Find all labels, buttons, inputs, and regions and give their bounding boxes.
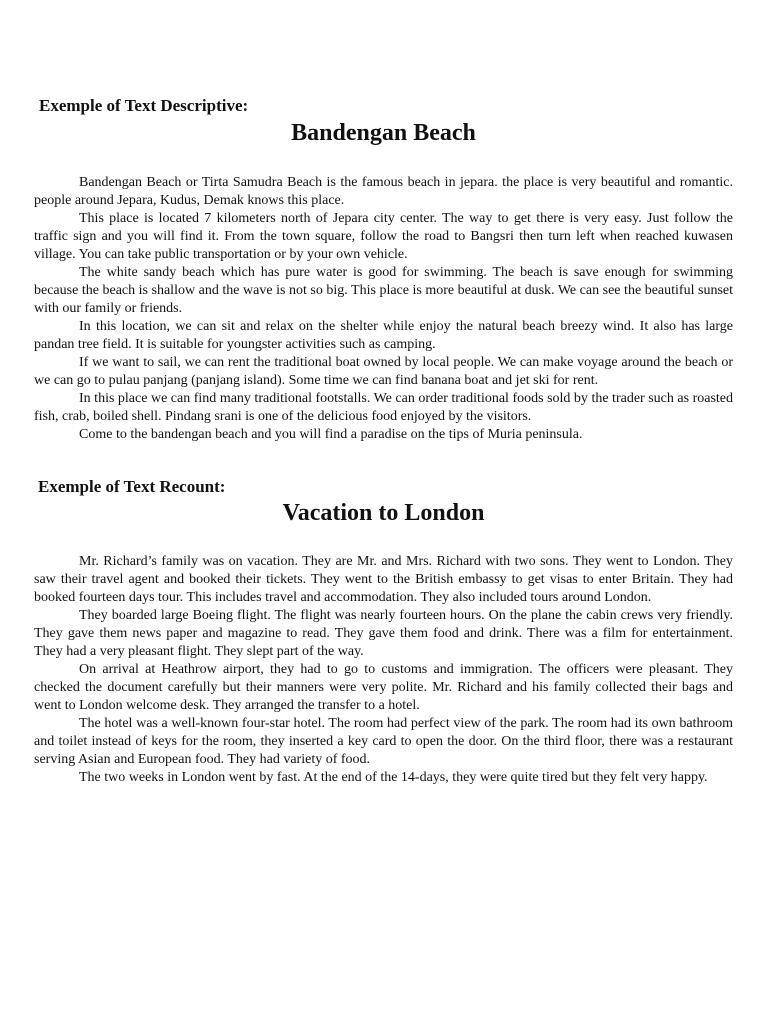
paragraph: The hotel was a well-known four-star hotel. The room had perfect view of the park. The room had its own bathroom and toilet instead of keys for the room, they inserted a key card to open the door. On the third floor, there was a restaurant serving Asian and European food. They had variety of food. (34, 716, 733, 767)
paragraph: If we want to sail, we can rent the traditional boat owned by local people. We can make voyage around the beach or we can go to pulau panjang (panjang island). Some time we can find banana boat and jet ski for rent. (34, 355, 733, 388)
paragraph: Bandengan Beach or Tirta Samudra Beach is the famous beach in jepara. the place is very beautiful and romantic. people around Jepara, Kudus, Demak knows this place. (34, 175, 733, 208)
descriptive-text-section (34, 95, 733, 444)
recount-text-section (34, 476, 733, 787)
paragraph: This place is located 7 kilometers north of Jepara city center. The way to get there is very easy. Just follow the traffic sign and you will find it. From the town square, follow the road to Bangsri then turn left when reached kuwasen village. You can take public transportation or by your own vehicle. (34, 211, 733, 262)
section-label: Exemple of Text Recount: (38, 477, 226, 496)
section-body (34, 553, 733, 787)
section-title: Vacation to London (282, 500, 485, 526)
paragraph: The two weeks in London went by fast. At the end of the 14-days, they were quite tired but they felt very happy. (79, 770, 708, 785)
paragraph: In this place we can find many traditional footstalls. We can order traditional foods sold by the trader such as roasted fish, crab, boiled shell. Pindang srani is one of the delicious food enjoyed by the visitors. (34, 391, 733, 424)
paragraph: They boarded large Boeing flight. The flight was nearly fourteen hours. On the plane the cabin crews very friendly. They gave them news paper and magazine to read. They gave them food and drink. There was a film for entertainment. They had a very pleasant flight. They slept part of the way. (34, 608, 733, 659)
section-label: Exemple of Text Descriptive: (39, 96, 249, 115)
section-title: Bandengan Beach (291, 120, 476, 146)
section-body (34, 174, 733, 444)
paragraph: Mr. Richard’s family was on vacation. They are Mr. and Mrs. Richard with two sons. They went to London. They saw their travel agent and booked their tickets. They went to the British embassy to get visas to enter Britain. They had booked fourteen days tour. This includes travel and accommodation. They also included tours around London. (34, 554, 733, 605)
paragraph: In this location, we can sit and relax on the shelter while enjoy the natural beach breezy wind. It also has large pandan tree field. It is suitable for youngster activities such as camping. (34, 319, 733, 352)
paragraph: On arrival at Heathrow airport, they had to go to customs and immigration. The officers were pleasant. They checked the document carefully but their manners were very polite. Mr. Richard and his family collected their bags and went to London welcome desk. They arranged the transfer to a hotel. (34, 662, 733, 713)
paragraph: The white sandy beach which has pure water is good for swimming. The beach is save enough for swimming because the beach is shallow and the wave is not so big. This place is more beautiful at dusk. We can see the beautiful sunset with our family or friends. (34, 265, 733, 316)
paragraph: Come to the bandengan beach and you will find a paradise on the tips of Muria peninsula. (79, 427, 583, 442)
